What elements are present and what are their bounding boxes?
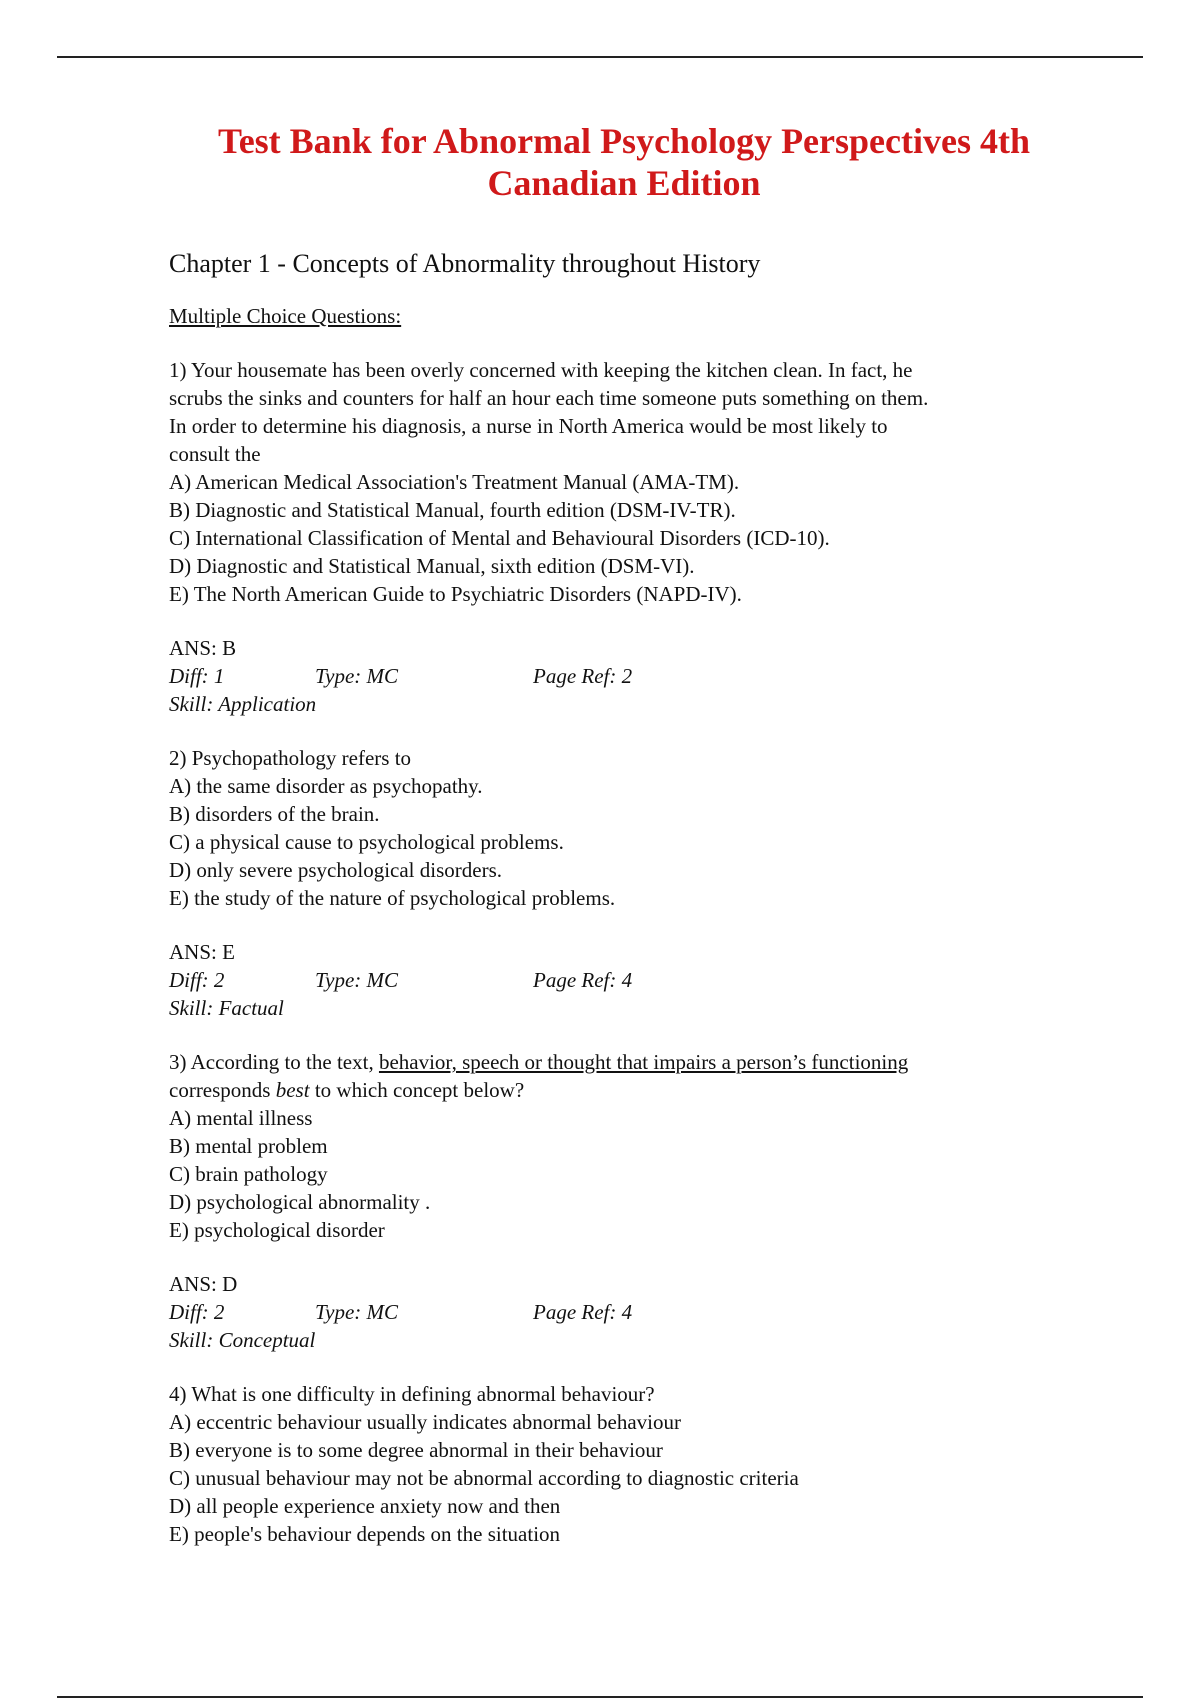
answer-1: ANS: B (169, 636, 237, 660)
stem-italic-text: best (275, 1078, 310, 1102)
bottom-rule (57, 1696, 1143, 1698)
option-c: C) brain pathology (169, 1162, 328, 1186)
answer-2: ANS: E (169, 940, 235, 964)
option-b: B) everyone is to some degree abnormal in their behaviour (169, 1438, 663, 1462)
document-title (169, 120, 1079, 204)
option-e: E) the study of the nature of psychological problems. (169, 886, 616, 910)
stem-text: to which concept below? (309, 1078, 525, 1102)
option-b: B) Diagnostic and Statistical Manual, fourth edition (DSM-IV-TR). (169, 498, 736, 522)
answer-3: ANS: D (169, 1272, 238, 1296)
skill: Skill: Factual (169, 996, 284, 1020)
option-d: D) only severe psychological disorders. (169, 858, 502, 882)
option-a: A) American Medical Association's Treatment Manual (AMA-TM). (169, 470, 740, 494)
option-a: A) mental illness (169, 1106, 313, 1130)
option-e: E) psychological disorder (169, 1218, 385, 1242)
title-line-1: Test Bank for Abnormal Psychology Perspectives 4th (217, 121, 1030, 161)
question-4 (169, 1380, 1069, 1548)
page-reference: Page Ref: 4 (533, 968, 633, 992)
option-e: E) people's behaviour depends on the situation (169, 1522, 561, 1546)
option-d: D) Diagnostic and Statistical Manual, sixth edition (DSM-VI). (169, 554, 695, 578)
skill: Skill: Conceptual (169, 1328, 316, 1352)
difficulty: Diff: 2 (169, 1300, 225, 1324)
question-2 (169, 744, 1069, 912)
metadata-row (169, 966, 1069, 994)
question-type: Type: MC (315, 664, 399, 688)
question-stem-line: scrubs the sinks and counters for half an hour each time someone puts something on them. (169, 386, 929, 410)
difficulty: Diff: 2 (169, 968, 225, 992)
option-c: C) unusual behaviour may not be abnormal according to diagnostic criteria (169, 1466, 799, 1490)
stem-text: 3) According to the text, (169, 1050, 379, 1074)
option-b: B) mental problem (169, 1134, 328, 1158)
stem-text: corresponds (169, 1078, 276, 1102)
question-stem-line: 4) What is one difficulty in defining abnormal behaviour? (169, 1382, 655, 1406)
option-c: C) a physical cause to psychological problems. (169, 830, 564, 854)
question-stem-line: 1) Your housemate has been overly concerned with keeping the kitchen clean. In fact, he (169, 358, 913, 382)
question-stem-line: consult the (169, 442, 261, 466)
page-reference: Page Ref: 4 (533, 1300, 633, 1324)
option-d: D) psychological abnormality . (169, 1190, 431, 1214)
top-rule (57, 56, 1143, 58)
title-line-2: Canadian Edition (487, 163, 761, 203)
difficulty: Diff: 1 (169, 664, 225, 688)
metadata-row (169, 662, 1069, 690)
metadata-row (169, 1298, 1069, 1326)
page-reference: Page Ref: 2 (533, 664, 633, 688)
option-a: A) the same disorder as psychopathy. (169, 774, 483, 798)
question-type: Type: MC (315, 968, 399, 992)
option-d: D) all people experience anxiety now and then (169, 1494, 561, 1518)
question-stem-line (169, 1048, 1069, 1076)
stem-underlined-text: behavior, speech or thought that impairs a person’s functioning (378, 1050, 909, 1074)
question-stem-line: 2) Psychopathology refers to (169, 746, 412, 770)
section-heading: Multiple Choice Questions: (169, 304, 402, 328)
chapter-heading: Chapter 1 - Concepts of Abnormality throughout History (169, 249, 761, 278)
option-e: E) The North American Guide to Psychiatric Disorders (NAPD-IV). (169, 582, 742, 606)
option-a: A) eccentric behaviour usually indicates abnormal behaviour (169, 1410, 681, 1434)
question-stem-line: In order to determine his diagnosis, a nurse in North America would be most likely to (169, 414, 888, 438)
option-b: B) disorders of the brain. (169, 802, 380, 826)
option-c: C) International Classification of Mental and Behavioural Disorders (ICD-10). (169, 526, 830, 550)
question-stem-line (169, 1076, 1069, 1104)
document-page (169, 120, 1069, 1548)
question-1 (169, 356, 1069, 608)
skill: Skill: Application (169, 692, 317, 716)
question-3 (169, 1048, 1069, 1244)
question-type: Type: MC (315, 1300, 399, 1324)
